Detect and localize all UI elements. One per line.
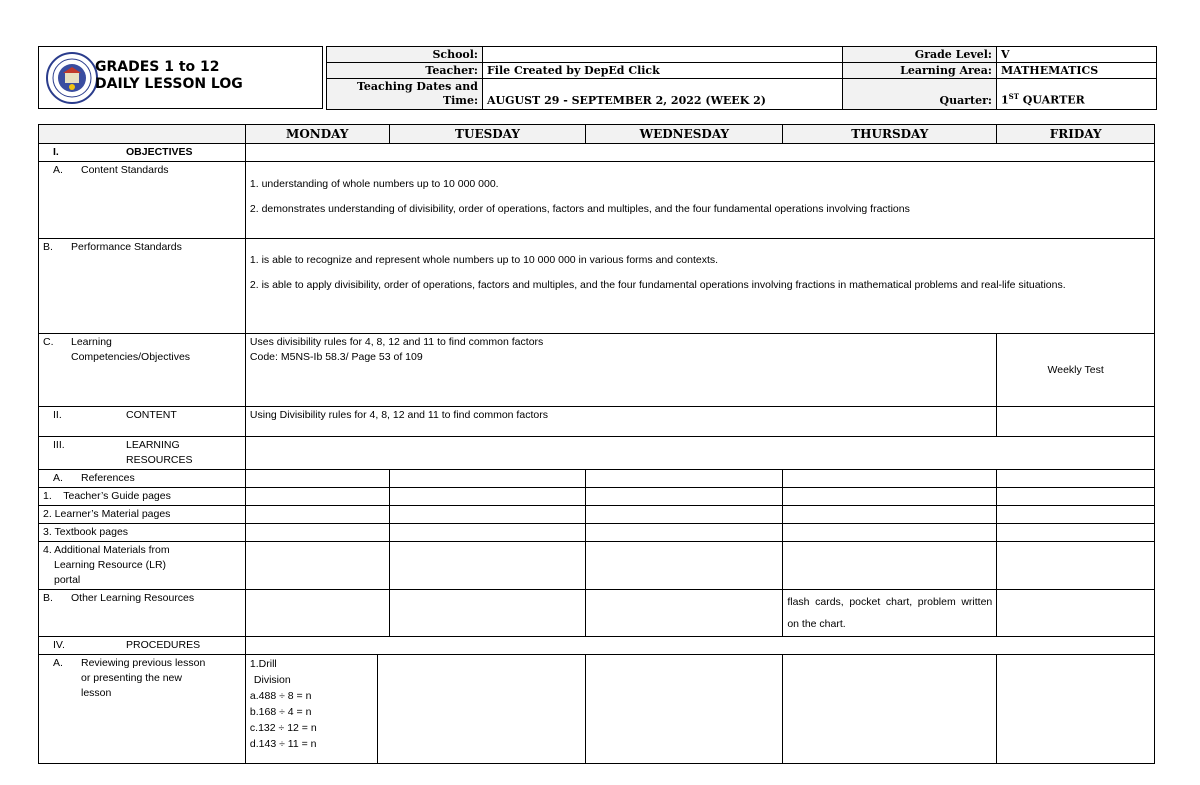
reviewing-label [39,655,246,764]
reviewing-marker: A. [53,657,63,669]
day-header-row [39,125,1155,144]
teachers-guide-row [39,488,1155,506]
quarter-num: 1 [1001,94,1009,107]
deped-seal-icon [45,51,99,105]
teacher-label: Teacher: [327,63,483,79]
reviewing-tue [377,655,586,764]
quarter-value [997,79,1157,110]
learning-resources-row [39,437,1155,470]
content-standards-label [39,162,246,239]
reviewing-title-1: Reviewing previous lesson [81,657,206,669]
competencies-code: Code: M5NS-Ib 58.3/ Page 53 of 109 [249,351,423,363]
other-resources-label [39,590,246,637]
teachers-guide-tue [389,488,586,506]
content-standards-title: Content Standards [81,164,169,176]
additional-materials-mon [245,542,389,590]
info-row-school [327,47,1157,63]
teachers-guide-thu [783,488,997,506]
objectives-label [39,144,246,162]
textbook-label: 3. Textbook pages [39,524,246,542]
learning-resources-label [39,437,246,470]
additional-materials-wed [586,542,783,590]
teachers-guide-fri [997,488,1155,506]
quarter-sup: ST [1008,92,1019,102]
drill-item-c: c.132 ÷ 12 = n [249,722,317,734]
competencies-row [39,334,1155,407]
day-monday: MONDAY [245,125,389,144]
competencies-text-1: Uses divisibility rules for 4, 8, 12 and 11 to find common factors [249,336,544,348]
day-friday: FRIDAY [997,125,1155,144]
reviewing-row [39,655,1155,764]
other-resources-thu: flash cards, pocket chart, problem written on the chart. [783,590,997,637]
procedures-row [39,637,1155,655]
textbook-wed [586,524,783,542]
other-resources-row [39,590,1155,637]
lesson-table [38,124,1155,764]
textbook-mon [245,524,389,542]
content-standards-marker: A. [53,164,63,176]
references-mon [245,470,389,488]
performance-standards-row [39,239,1155,334]
other-resources-title: Other Learning Resources [71,592,195,604]
content-row [39,407,1155,437]
learners-material-label: 2. Learner’s Material pages [39,506,246,524]
references-row [39,470,1155,488]
performance-standard-2: 2. is able to apply divisibility, order of operations, factors and multiples, and the four fundamental operations involving fractions in mathematical problems and real-life situations. [249,279,1066,291]
content-standard-1: 1. understanding of whole numbers up to 10 000 000. [249,178,499,190]
additional-materials-thu [783,542,997,590]
header-title-box [38,46,323,109]
learners-material-thu [783,506,997,524]
additional-materials-2: Learning Resource (LR) [54,559,167,571]
other-resources-marker: B. [43,592,53,604]
learners-material-tue [389,506,586,524]
content-text: Using Divisibility rules for 4, 8, 12 and 11 to find common factors [245,407,996,437]
textbook-row [39,524,1155,542]
drill-item-a: a.488 ÷ 8 = n [249,690,312,702]
objectives-title: OBJECTIVES [126,146,193,158]
drill-item-d: d.143 ÷ 11 = n [249,738,317,750]
competencies-title-2: Competencies/Objectives [71,351,191,363]
info-row-dates [327,79,1157,110]
teachers-guide-mon [245,488,389,506]
references-thu [783,470,997,488]
other-resources-wed [586,590,783,637]
references-marker: A. [53,472,63,484]
reviewing-title-2: or presenting the new [81,672,182,684]
day-tuesday: TUESDAY [389,125,586,144]
teaching-dates-label-2: Time: [442,94,478,107]
teaching-dates-label [327,79,483,110]
learning-area-value: MATHEMATICS [997,63,1157,79]
learning-resources-fill [245,437,1154,470]
references-wed [586,470,783,488]
info-row-teacher [327,63,1157,79]
references-title: References [81,472,135,484]
reviewing-wed [586,655,783,764]
content-marker: II. [53,409,62,421]
competencies-friday: Weekly Test [997,334,1155,407]
school-value [483,47,843,63]
quarter-label: Quarter: [843,79,997,110]
learners-material-row [39,506,1155,524]
title-line-2: DAILY LESSON LOG [95,76,243,92]
performance-standards-label [39,239,246,334]
day-wednesday: WEDNESDAY [586,125,783,144]
performance-standards-title: Performance Standards [71,241,182,253]
learning-area-label: Learning Area: [843,63,997,79]
teaching-dates-label-1: Teaching Dates and [356,80,478,93]
content-friday [997,407,1155,437]
objectives-fill [245,144,1154,162]
competencies-marker: C. [43,336,54,348]
teachers-guide-label: 1. Teacher’s Guide pages [39,488,246,506]
teachers-guide-wed [586,488,783,506]
content-standards-row [39,162,1155,239]
drill-title: 1.Drill [249,658,277,670]
title-line-1: GRADES 1 to 12 [95,59,220,75]
teaching-dates-value: AUGUST 29 - SEPTEMBER 2, 2022 (WEEK 2) [483,79,843,110]
other-resources-fri [997,590,1155,637]
additional-materials-1: 4. Additional Materials from [43,544,170,556]
performance-standards-marker: B. [43,241,53,253]
document-title [95,59,243,93]
competencies-label [39,334,246,407]
other-resources-tue [389,590,586,637]
additional-materials-row [39,542,1155,590]
competencies-text [245,334,996,407]
objectives-row [39,144,1155,162]
additional-materials-tue [389,542,586,590]
header-info-table [326,46,1157,110]
quarter-text: QUARTER [1018,94,1085,107]
objectives-marker: I. [53,146,59,158]
grade-level-label: Grade Level: [843,47,997,63]
reviewing-title-3: lesson [81,687,112,699]
school-label: School: [327,47,483,63]
procedures-marker: IV. [53,639,65,651]
content-standards-text [245,162,1154,239]
learning-resources-marker: III. [53,439,65,451]
learners-material-mon [245,506,389,524]
additional-materials-label [39,542,246,590]
learners-material-wed [586,506,783,524]
content-title: CONTENT [126,409,177,421]
learners-material-fri [997,506,1155,524]
procedures-label [39,637,246,655]
content-standard-2: 2. demonstrates understanding of divisibility, order of operations, factors and multiples, and the four fundamental operations involving fractions [249,203,910,215]
references-label [39,470,246,488]
day-header-blank [39,125,246,144]
textbook-thu [783,524,997,542]
textbook-fri [997,524,1155,542]
reviewing-mon [245,655,377,764]
reviewing-thu [783,655,997,764]
learning-resources-title: LEARNING RESOURCES [126,439,193,466]
additional-materials-fri [997,542,1155,590]
day-thursday: THURSDAY [783,125,997,144]
textbook-tue [389,524,586,542]
performance-standards-text [245,239,1154,334]
other-resources-mon [245,590,389,637]
additional-materials-3: portal [54,574,81,586]
content-label [39,407,246,437]
procedures-fill [245,637,1154,655]
competencies-title-1: Learning [71,336,112,348]
drill-item-b: b.168 ÷ 4 = n [249,706,312,718]
performance-standard-1: 1. is able to recognize and represent whole numbers up to 10 000 000 in various forms and contexts. [249,254,719,266]
teacher-value: File Created by DepEd Click [483,63,843,79]
references-fri [997,470,1155,488]
procedures-title: PROCEDURES [126,639,201,651]
grade-level-value: V [997,47,1157,63]
reviewing-fri [997,655,1155,764]
references-tue [389,470,586,488]
drill-subtitle: Division [253,674,291,686]
